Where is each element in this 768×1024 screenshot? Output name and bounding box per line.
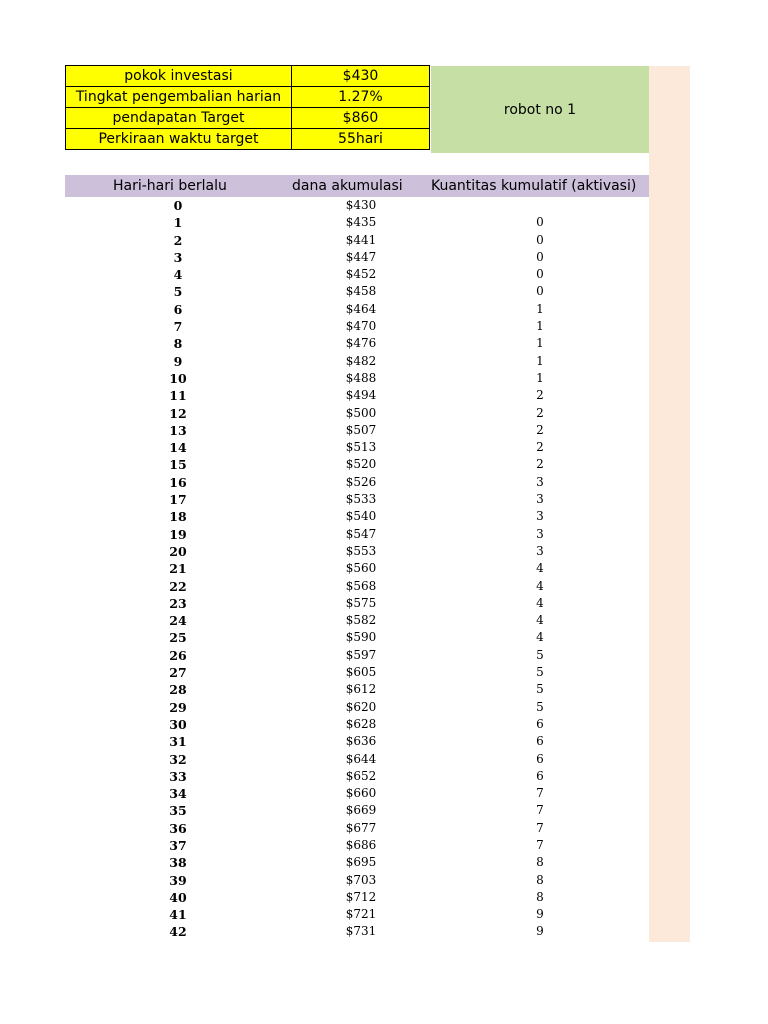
day-cell: 42 — [169, 924, 187, 940]
table-row — [0, 595, 768, 612]
principal-label: pokok investasi — [66, 66, 292, 87]
day-cell: 40 — [169, 889, 187, 905]
table-row — [0, 802, 768, 819]
day-cell: 0 — [173, 198, 183, 213]
fund-cell: $464 — [345, 301, 377, 316]
day-cell: 9 — [173, 353, 183, 369]
qty-cell: 4 — [536, 613, 544, 628]
fund-cell: $435 — [345, 215, 377, 230]
fund-cell: $582 — [345, 613, 377, 628]
table-row — [0, 820, 768, 837]
fund-cell: $677 — [345, 820, 377, 835]
day-cell: 3 — [173, 249, 183, 265]
fund-cell: $568 — [345, 578, 377, 593]
table-row — [0, 664, 768, 681]
table-row — [0, 923, 768, 940]
fund-cell: $620 — [345, 699, 377, 714]
fund-cell: $526 — [345, 474, 377, 489]
qty-cell: 0 — [536, 249, 544, 264]
column-header-fund: dana akumulasi — [292, 178, 403, 194]
table-row — [0, 716, 768, 733]
qty-cell: 5 — [536, 699, 544, 714]
day-cell: 5 — [173, 284, 183, 300]
fund-cell: $686 — [345, 837, 377, 852]
qty-cell: 7 — [536, 786, 544, 801]
day-cell: 6 — [173, 301, 183, 317]
qty-cell: 0 — [536, 267, 544, 282]
table-row — [0, 785, 768, 802]
day-cell: 18 — [169, 509, 187, 525]
table-row — [0, 405, 768, 422]
qty-cell: 1 — [536, 336, 544, 351]
fund-cell: $488 — [345, 370, 377, 385]
table-row — [0, 889, 768, 906]
day-cell: 13 — [169, 422, 187, 438]
qty-cell: 4 — [536, 630, 544, 645]
fund-cell: $470 — [345, 319, 377, 334]
robot-label-cell — [431, 66, 649, 153]
fund-cell: $533 — [345, 492, 377, 507]
table-row — [0, 578, 768, 595]
column-header-qty: Kuantitas kumulatif (aktivasi) — [431, 178, 637, 194]
table-row — [0, 353, 768, 370]
day-cell: 26 — [169, 647, 187, 663]
qty-cell: 3 — [536, 509, 544, 524]
table-row — [0, 439, 768, 456]
fund-cell: $547 — [345, 526, 377, 541]
qty-cell: 7 — [536, 820, 544, 835]
rate-label: Tingkat pengembalian harian — [66, 87, 292, 108]
day-cell: 34 — [169, 786, 187, 802]
table-row — [0, 232, 768, 249]
fund-cell: $430 — [345, 198, 377, 212]
table-row — [0, 249, 768, 266]
table-row — [0, 543, 768, 560]
qty-cell: 1 — [536, 319, 544, 334]
day-cell: 8 — [173, 336, 183, 352]
fund-cell: $590 — [345, 630, 377, 645]
table-row — [0, 335, 768, 352]
day-cell: 10 — [169, 370, 187, 386]
table-row — [0, 301, 768, 318]
time-label: Perkiraan waktu target — [66, 129, 292, 150]
table-row — [0, 854, 768, 871]
day-cell: 19 — [169, 526, 187, 542]
qty-cell: 2 — [536, 422, 544, 437]
qty-cell: 3 — [536, 474, 544, 489]
qty-cell: 0 — [536, 215, 544, 230]
rate-value: 1.27% — [292, 87, 430, 108]
fund-cell: $644 — [345, 751, 377, 766]
fund-cell: $494 — [345, 388, 377, 403]
table-row — [0, 214, 768, 231]
fund-cell: $652 — [345, 768, 377, 783]
column-header-days: Hari-hari berlalu — [113, 178, 227, 194]
day-cell: 11 — [169, 388, 187, 404]
fund-cell: $441 — [345, 232, 377, 247]
fund-cell: $712 — [345, 889, 377, 904]
summary-table — [65, 65, 430, 150]
table-row — [0, 508, 768, 525]
qty-cell: 2 — [536, 440, 544, 455]
fund-cell: $731 — [345, 924, 377, 939]
table-row — [0, 751, 768, 768]
table-row — [0, 647, 768, 664]
table-row — [0, 456, 768, 473]
fund-cell: $500 — [345, 405, 377, 420]
fund-cell: $458 — [345, 284, 377, 299]
summary-row-target — [66, 108, 430, 129]
table-row — [0, 526, 768, 543]
day-cell: 39 — [169, 872, 187, 888]
day-cell: 27 — [169, 665, 187, 681]
qty-cell: 5 — [536, 665, 544, 680]
day-cell: 35 — [169, 803, 187, 819]
table-row — [0, 318, 768, 335]
day-cell: 41 — [169, 907, 187, 923]
day-cell: 21 — [169, 561, 187, 577]
day-cell: 24 — [169, 613, 187, 629]
table-row — [0, 612, 768, 629]
fund-cell: $560 — [345, 561, 377, 576]
fund-cell: $660 — [345, 786, 377, 801]
fund-cell: $703 — [345, 872, 377, 887]
qty-cell: 9 — [536, 907, 544, 922]
day-cell: 14 — [169, 440, 187, 456]
table-row — [0, 837, 768, 854]
qty-cell: 2 — [536, 457, 544, 472]
data-rows — [0, 197, 768, 941]
qty-cell: 1 — [536, 301, 544, 316]
fund-cell: $669 — [345, 803, 377, 818]
fund-cell: $636 — [345, 734, 377, 749]
fund-cell: $553 — [345, 543, 377, 558]
fund-cell: $721 — [345, 907, 377, 922]
table-row — [0, 474, 768, 491]
fund-cell: $482 — [345, 353, 377, 368]
qty-cell: 6 — [536, 751, 544, 766]
robot-label: robot no 1 — [503, 101, 577, 118]
table-row — [0, 283, 768, 300]
fund-cell: $507 — [345, 422, 377, 437]
table-row — [0, 906, 768, 923]
day-cell: 7 — [173, 319, 183, 335]
summary-row-principal — [66, 66, 430, 87]
qty-cell: 3 — [536, 543, 544, 558]
fund-cell: $628 — [345, 716, 377, 731]
qty-cell: 1 — [536, 353, 544, 368]
qty-cell: 6 — [536, 768, 544, 783]
principal-value: $430 — [292, 66, 430, 87]
table-row — [0, 266, 768, 283]
fund-cell: $597 — [345, 647, 377, 662]
day-cell: 25 — [169, 630, 187, 646]
table-row — [0, 629, 768, 646]
table-row — [0, 387, 768, 404]
day-cell: 32 — [169, 751, 187, 767]
fund-cell: $513 — [345, 440, 377, 455]
fund-cell: $605 — [345, 665, 377, 680]
day-cell: 29 — [169, 699, 187, 715]
qty-cell: 4 — [536, 595, 544, 610]
day-cell: 15 — [169, 457, 187, 473]
time-value: 55hari — [292, 129, 430, 150]
day-cell: 22 — [169, 578, 187, 594]
qty-cell: 5 — [536, 647, 544, 662]
qty-cell: 1 — [536, 370, 544, 385]
qty-cell: 8 — [536, 855, 544, 870]
fund-cell: $476 — [345, 336, 377, 351]
table-row — [0, 768, 768, 785]
table-row — [0, 733, 768, 750]
day-cell: 33 — [169, 768, 187, 784]
qty-cell: 4 — [536, 578, 544, 593]
day-cell: 4 — [173, 267, 183, 283]
day-cell: 38 — [169, 855, 187, 871]
day-cell: 17 — [169, 492, 187, 508]
day-cell: 2 — [173, 232, 183, 248]
fund-cell: $695 — [345, 855, 377, 870]
target-value: $860 — [292, 108, 430, 129]
target-label: pendapatan Target — [66, 108, 292, 129]
qty-cell: 7 — [536, 803, 544, 818]
fund-cell: $452 — [345, 267, 377, 282]
fund-cell: $520 — [345, 457, 377, 472]
summary-row-rate — [66, 87, 430, 108]
table-row — [0, 560, 768, 577]
qty-cell: 6 — [536, 716, 544, 731]
day-cell: 23 — [169, 595, 187, 611]
qty-cell: 0 — [536, 284, 544, 299]
fund-cell: $540 — [345, 509, 377, 524]
qty-cell: 7 — [536, 837, 544, 852]
day-cell: 20 — [169, 543, 187, 559]
table-row — [0, 422, 768, 439]
qty-cell: 6 — [536, 734, 544, 749]
day-cell: 31 — [169, 734, 187, 750]
day-cell: 12 — [169, 405, 187, 421]
table-row — [0, 681, 768, 698]
summary-row-time — [66, 129, 430, 150]
day-cell: 16 — [169, 474, 187, 490]
day-cell: 37 — [169, 837, 187, 853]
qty-cell: 2 — [536, 388, 544, 403]
qty-cell: 3 — [536, 492, 544, 507]
qty-cell: 2 — [536, 405, 544, 420]
fund-cell: $447 — [345, 249, 377, 264]
table-row — [0, 197, 768, 214]
table-row — [0, 699, 768, 716]
table-row — [0, 491, 768, 508]
fund-cell: $575 — [345, 595, 377, 610]
qty-cell: 4 — [536, 561, 544, 576]
table-row — [0, 370, 768, 387]
qty-cell: 5 — [536, 682, 544, 697]
qty-cell: 8 — [536, 889, 544, 904]
day-cell: 36 — [169, 820, 187, 836]
day-cell: 1 — [173, 215, 183, 231]
day-cell: 30 — [169, 716, 187, 732]
day-cell: 28 — [169, 682, 187, 698]
qty-cell: 8 — [536, 872, 544, 887]
table-row — [0, 872, 768, 889]
qty-cell: 0 — [536, 232, 544, 247]
qty-cell: 9 — [536, 924, 544, 939]
fund-cell: $612 — [345, 682, 377, 697]
qty-cell: 3 — [536, 526, 544, 541]
